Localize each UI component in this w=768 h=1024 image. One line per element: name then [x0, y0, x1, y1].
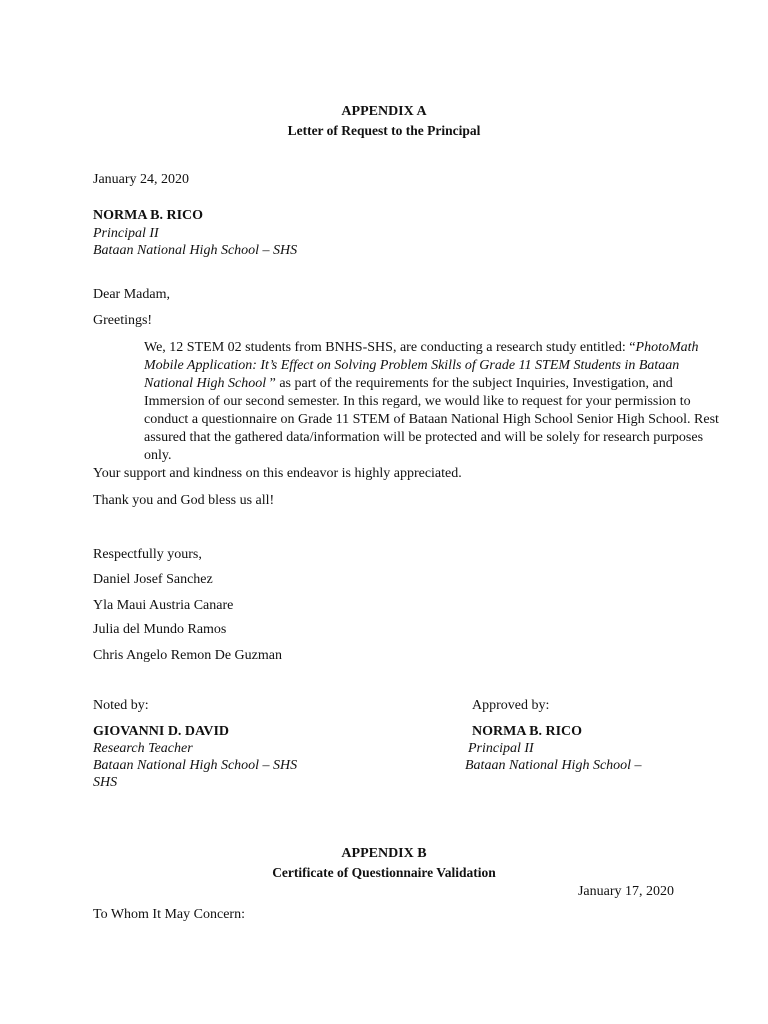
appendix-b-date: January 17, 2020: [577, 884, 674, 899]
signatory-4: Chris Angelo Remon De Guzman: [93, 648, 282, 663]
approved-by-title: Principal II: [468, 741, 534, 756]
recipient-name: NORMA B. RICO: [93, 208, 204, 223]
recipient-title: Principal II: [93, 226, 159, 241]
appendix-b-subheading: Certificate of Questionnaire Validation: [272, 865, 496, 880]
study-title: PhotoMath Mobile Application: It’s Effect on Solving Problem Skills of Grade 11 STEM Students in Bataan National High School: [144, 340, 699, 391]
letter-date: January 24, 2020: [93, 172, 190, 187]
appendix-a-heading: APPENDIX A: [341, 104, 427, 119]
noted-by-title: Research Teacher: [93, 741, 193, 756]
body-intro: We, 12 STEM 02 students from BNHS-SHS, are conducting a research study entitled: “: [144, 340, 636, 355]
support-line: Your support and kindness on this endeavor is highly appreciated.: [93, 466, 462, 481]
noted-by-label: Noted by:: [93, 698, 149, 713]
signatory-2: Yla Maui Austria Canare: [93, 598, 234, 613]
noted-by-school: Bataan National High School – SHS: [93, 758, 298, 773]
approved-by-school-cont: SHS: [93, 775, 118, 790]
body-rest: ” as part of the requirements for the subject Inquiries, Investigation, and Immersion of our second semester. In this regard, we would like to request for your permission to conduct a questionnaire on Grade 11 STEM of Bataan National High School Senior High School. Rest assured that the gathered data/information will be protected and will be solely for research purposes only.: [144, 376, 719, 463]
signatory-1: Daniel Josef Sanchez: [93, 572, 213, 587]
closing: Respectfully yours,: [93, 547, 202, 562]
approved-by-name: NORMA B. RICO: [472, 724, 583, 739]
body-paragraph: [93, 339, 724, 465]
noted-by-name: GIOVANNI D. DAVID: [93, 724, 230, 739]
greeting: Greetings!: [93, 313, 153, 328]
recipient-school: Bataan National High School – SHS: [93, 243, 298, 258]
salutation: Dear Madam,: [93, 287, 170, 302]
approved-by-school: Bataan National High School –: [465, 758, 642, 773]
thanks-line: Thank you and God bless us all!: [93, 493, 275, 508]
appendix-a-subheading: Letter of Request to the Principal: [287, 123, 481, 138]
appendix-b-heading: APPENDIX B: [341, 846, 427, 861]
signatory-3: Julia del Mundo Ramos: [93, 622, 227, 637]
appendix-b-salutation: To Whom It May Concern:: [93, 907, 245, 922]
approved-by-label: Approved by:: [472, 698, 550, 713]
